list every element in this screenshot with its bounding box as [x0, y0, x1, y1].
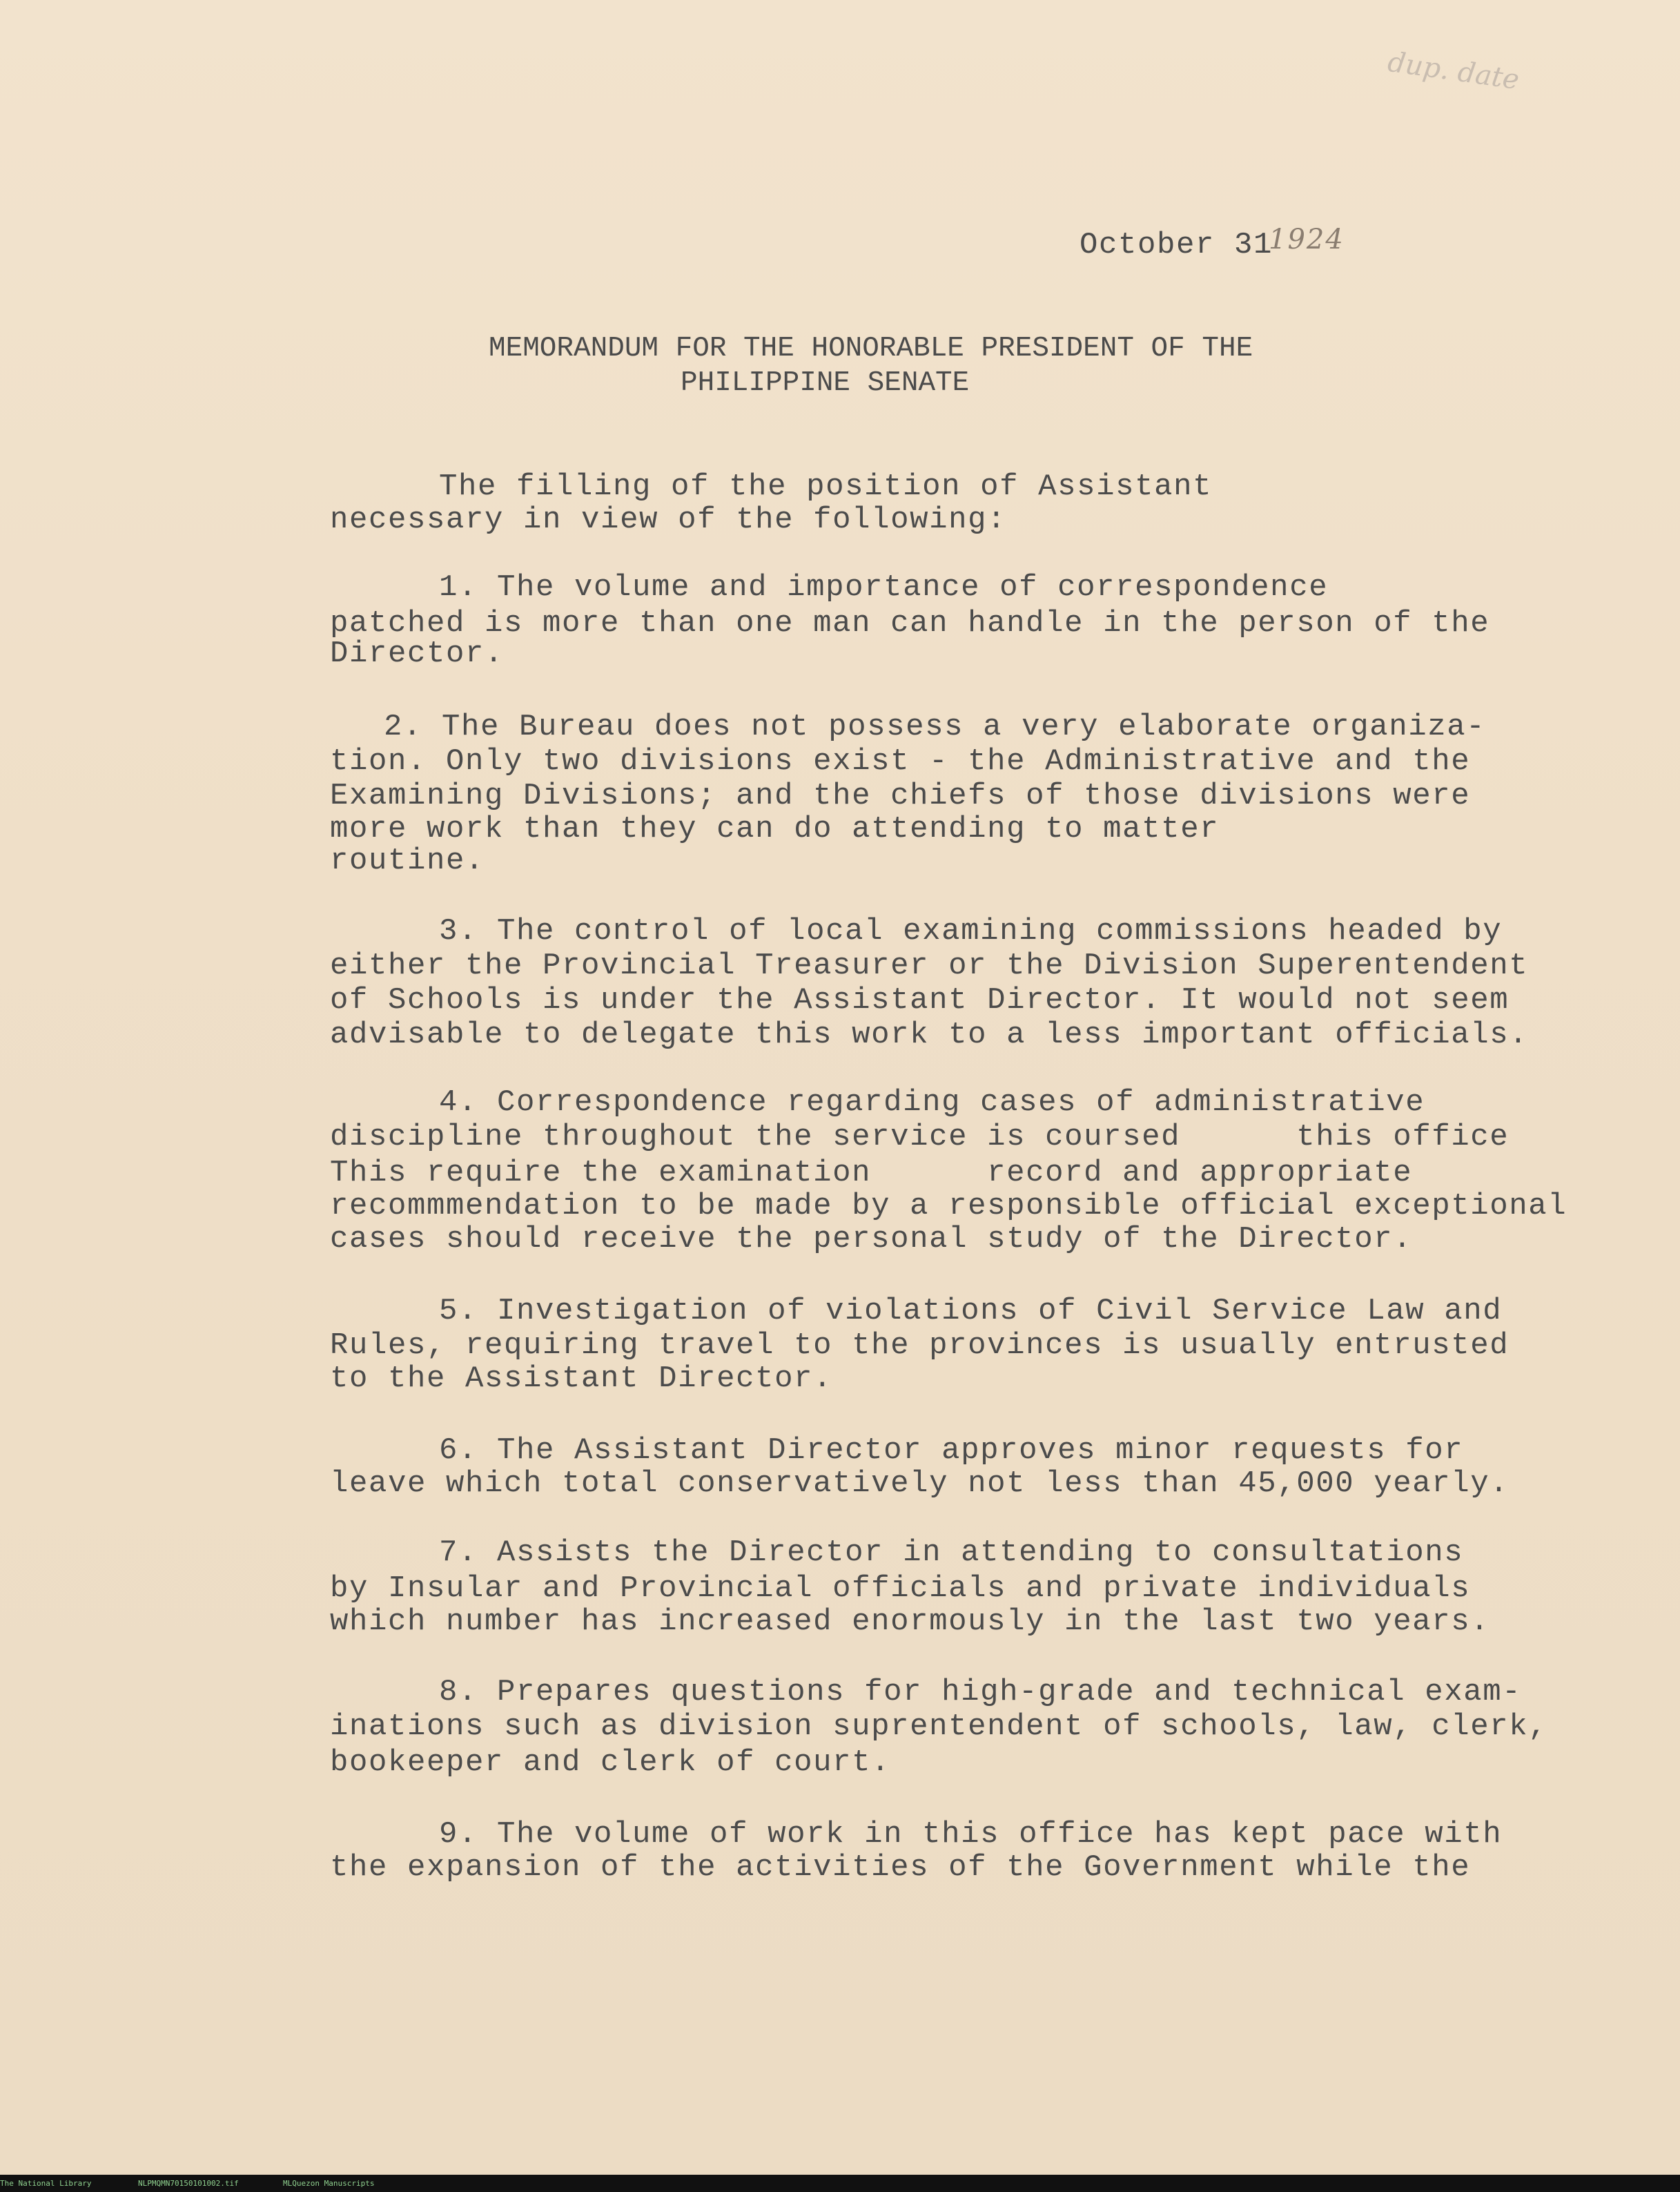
- body-line: This require the examination record and appropriate: [330, 1156, 1413, 1190]
- body-line: either the Provincial Treasurer or the Division Superentendent: [330, 949, 1529, 983]
- body-line: Rules, requiring travel to the provinces is usually entrusted: [330, 1328, 1510, 1363]
- pencil-note: dup. date: [1385, 46, 1521, 97]
- heading-line-1: MEMORANDUM FOR THE HONORABLE PRESIDENT OF THE: [489, 333, 1253, 365]
- body-line: inations such as division suprentendent of schools, law, clerk,: [330, 1709, 1548, 1744]
- body-line: cases should receive the personal study of the Director.: [330, 1222, 1413, 1257]
- body-line: patched is more than one man can handle in the person of the: [330, 606, 1490, 641]
- archive-footer-bar: [0, 2175, 1680, 2192]
- body-line: recommmendation to be made by a responsible official exceptional: [330, 1189, 1567, 1223]
- body-line: the expansion of the activities of the Government while the: [330, 1850, 1471, 1885]
- body-line: 4. Correspondence regarding cases of administrative: [439, 1085, 1425, 1120]
- body-line: to the Assistant Director.: [330, 1361, 833, 1396]
- heading-line-2: PHILIPPINE SENATE: [681, 367, 970, 399]
- footer-file: NLPMQMN70150101002.tif: [138, 2179, 239, 2188]
- body-line: which number has increased enormously in the last two years.: [330, 1604, 1490, 1639]
- date-line: October 31: [1080, 228, 1273, 262]
- body-line: advisable to delegate this work to a less important officials.: [330, 1018, 1529, 1052]
- footer-collection: MLQuezon Manuscripts: [283, 2179, 375, 2188]
- body-line: The filling of the position of Assistant: [439, 469, 1213, 504]
- body-line: 8. Prepares questions for high-grade and technical exam-: [439, 1675, 1522, 1709]
- body-line: 5. Investigation of violations of Civil Service Law and: [439, 1294, 1503, 1328]
- body-line: 3. The control of local examining commissions headed by: [439, 914, 1503, 949]
- handwritten-year: 1924: [1269, 224, 1345, 255]
- body-line: of Schools is under the Assistant Director. It would not seem: [330, 983, 1510, 1018]
- body-line: 1. The volume and importance of correspondence: [439, 570, 1329, 605]
- body-line: by Insular and Provincial officials and private individuals: [330, 1571, 1471, 1606]
- body-line: Examining Divisions; and the chiefs of those divisions were: [330, 779, 1471, 813]
- body-line: 2. The Bureau does not possess a very elaborate organiza-: [384, 710, 1486, 744]
- body-line: routine.: [330, 844, 485, 878]
- footer-library: The National Library: [0, 2179, 92, 2188]
- body-line: more work than they can do attending to matter: [330, 812, 1220, 846]
- body-line: leave which total conservatively not less than 45,000 yearly.: [330, 1466, 1510, 1501]
- body-line: necessary in view of the following:: [330, 503, 1007, 537]
- body-line: tion. Only two divisions exist - the Administrative and the: [330, 744, 1471, 779]
- body-line: bookeeper and clerk of court.: [330, 1745, 891, 1780]
- body-line: 7. Assists the Director in attending to consultations: [439, 1535, 1464, 1570]
- body-line: 9. The volume of work in this office has kept pace with: [439, 1817, 1503, 1852]
- body-line: 6. The Assistant Director approves minor requests for: [439, 1433, 1464, 1468]
- body-line: Director.: [330, 637, 505, 671]
- body-line: discipline throughout the service is coursed this office: [330, 1120, 1510, 1154]
